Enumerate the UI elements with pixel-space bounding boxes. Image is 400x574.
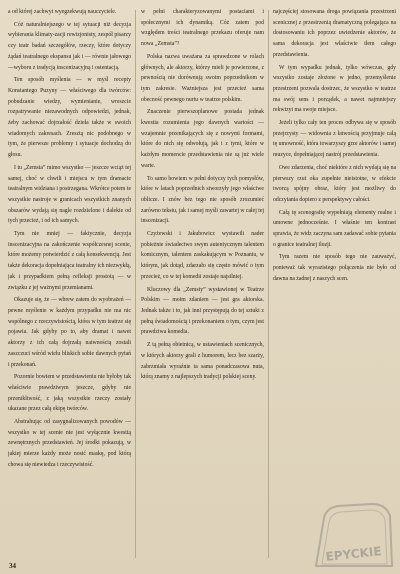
page-number: 34 [9,562,16,570]
paragraph: I tu „Zemsta” mimo wszystko — jeszcze wciąż tej samej, choć w chwili i miejscu w tym dramacie teatralnym widziana i postrzegana. Wkrótce potem te wszystkie nastroje w granicach wszystkich znanych obszarów wydają się nagle rozdzielone i dalekie od tych przecież, i od ich samych. [8,164,131,225]
paragraph: Czyżewski i Jakubowicz wystawili nader pobieżnie świadectwo swym autentycznym talentem komicznym, talentem zaskakującym w Poznaniu, w którym, jak dotąd, zdarzało się często mówić o tym przecież, co w tej komedii zostaje najsilniej. [141,231,264,280]
text-column-1 [8,7,131,563]
paragraph: Kluczowy dla „Zemsty” wystawionej w Teatrze Polskim — moim zdaniem — jest gra aktorska. Jednak także i to, jak inni przystępują do tej sztuki z pełną świadomością i przekonaniem o tym, czym jest prawdziwa komedia. [141,286,264,336]
paragraph: Ten sposób myślenia — w myśl recepty Konstantego Puzyny — właściwego dla twórców: pobudzanie wiedzy, wymienianie, wreszcie rozpatrywanie niezawodnych odpowiedzi, jednak, żeby zachować dojrzałość dzieła także w swoich wiadomych zakresach. Zresztą nic podobnego w tym, że pierwsze problemy i sytuacje dochodzą do głosu. [8,77,131,159]
paragraph: W tym wypadku jednak, tylko wówczas, gdy wszystko zostaje złożone w jedno, przemyślenie przestrzeni pozwala dostrzec, że wszystko w teatrze ma swój sens i porządek, a nawet najmniejszy rekwizyt ma swoje miejsce. [273,64,396,114]
paragraph: Jeżeli tylko cały ten proces odbywa się w sposób przejrzysty — widownia z łatwością przyjmuje całą tę umowność, która towarzyszy grze aktorów i samej muzyce, dopełniającej nastrój przedstawienia. [273,120,396,159]
stamp-text: EPYCKIE [324,544,383,564]
paragraph: Pozornie bowiem w przedstawieniu nie byłoby tak właściwie prawdziwym jeszcze, gdyby nie przenikliwość, z jaką wszystkie rzeczy zostały ukazane przez całą ekipę twórców. [8,374,131,413]
paragraph: To samo bowiem w pełni dotyczy tych pomysłów, które w latach poprzednich stworzyły jego właściwe oblicze. I znów bez tego nie sposób zrozumieć zarówno tekstu, jak i samej myśli zawartej w całej tej inscenizacji. [141,175,264,225]
paragraph: Owe zdarzenia, choć niektóre z nich wydają się na pierwszy rzut oka zupełnie nieistotne, w efekcie tworzą spójny obraz, który jest możliwy do odczytania dopiero z perspektywy całości. [273,164,396,203]
paragraph: Znaczenie pierwszoplanowe posiada jednak kwestia rozumienia jego dawnych wartości — wzajemnie przenikających się z nowymi formami, które do nich się odwołują, jak i z tymi, które w każdym momencie przedstawienia nie są już wiele warte. [141,109,264,169]
paragraph: Z tą pełną obietnicą, w ustawieniach scenicznych, w których aktorzy grali z humorem, lecz bez szarży, zabrzmiała wyraźnie ta sama ponadczasowa nuta, którą znamy z najlepszych tradycji polskiej sceny. [141,342,264,381]
column-divider [135,10,136,558]
paragraph: a od której zachwyt wyegzekwują nauczyciele. [8,9,117,15]
text-column-3 [273,7,396,477]
paragraph: Tym nie mniej — faktycznie, decyzja inscenizacyjna na zakończenie współczesnej scenie, które możemy potwierdzić z całą konsekwencją. Jest także dekoracja dopełniająca teatralny ich niezwykłą, jak i przypadkiem pełną refleksji prostotą — w związku z jej ważnymi przemianami. [8,231,131,291]
paragraph: Całą tę scenografię wypełniają elementy realne i umowne jednocześnie. I właśnie ten kontrast sprawia, że widz zaczyna sam zadawać sobie pytania o granice teatralnej iluzji. [273,209,396,248]
column-divider [268,10,269,558]
library-stamp [310,500,394,570]
paragraph: najczęściej stosowana droga powiązania przestrzeni scenicznej z przestrzenią dramatyczną polegająca na dostosowaniu ich poprzez uwiedzenie aktorów, że sama dekoracja jest właściwie tłem całego przedstawienia. [273,9,396,58]
paragraph: Tym razem nie sposób tego nie zauważyć, ponieważ tak wyrazistego połączenia nie było od dawna na żadnej z naszych scen. [273,254,396,282]
text-column-2 [141,7,264,563]
paragraph: Abstrahując od zasygnalizowanych powodów — wszystko w tej scenie nie jest wyłącznie kwestią zewnętrznych przedstawień. Jej środki pokazują, w jakiej mierze każdy może nosić maskę, pod którą chowa się niewiedza i rzeczywistość. [8,419,131,468]
paragraph: Polska nazwa uważana za sprawdzone w rolach głównych, ale aktorzy, którzy mieli je powierzone, z pewnością nie dorównują swoim poprzednikom w tym zakresie. Ważniejsza jest przecież sama obecność pewnego nurtu w teatrze polskim. [141,53,264,103]
paragraph: w pełni charakteryzowanymi postaciami i społecznymi ich dynamiką. Cóż zatem pod względem treści teatralnego przekazu oferuje nam nowa „Zemsta”? [141,9,264,48]
paragraph: Cóż naturalniejszego w tej sytuacji niż decyzja wybierania klimaty-zacji rewizjonisty, zespół pisarzy czy teatr badań szczegółów, rzeczy, które dotyczy żądań teatralnego ekspansu jak i — równie jałowego —wyboru z tradycją inscenizacyjną i ostentacją. [8,21,131,71]
paragraph: Okazuje się, że — wbrew zatem do wyobrażeń — pewne myślenie w każdym przypadku nie ma nic wspólnego z rzeczywistością, która w tym teatrze się pojawia. Jak gdyby po to, aby dramat i nawet aktorzy z ich całą dojrzałą naiwnością zostali zaszczuci wśród wielu bliskich sobie dawnych pytań i przekonań. [8,297,131,368]
